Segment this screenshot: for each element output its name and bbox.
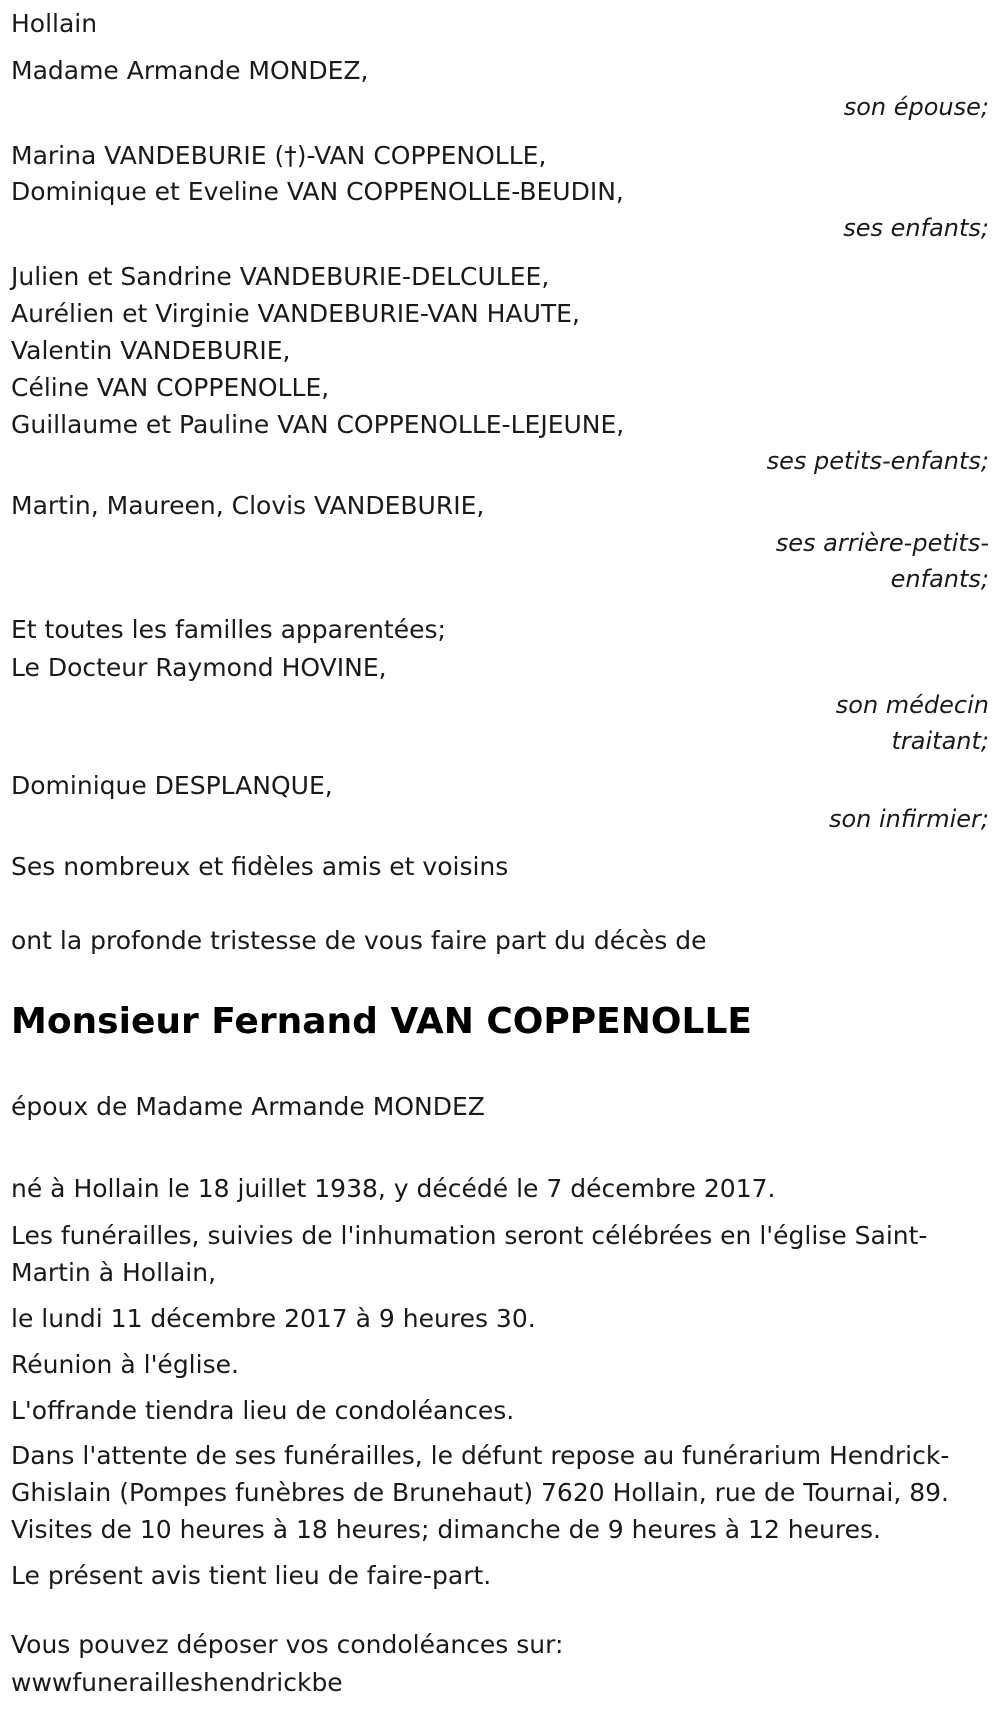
family-name: Martin, Maureen, Clovis VANDEBURIE, [11, 491, 485, 520]
family-name: Céline VAN COPPENOLLE, [11, 373, 330, 402]
family-role: son épouse; [843, 93, 989, 121]
detail-meeting: Réunion à l'église. [11, 1350, 239, 1379]
detail-offering: L'offrande tiendra lieu de condoléances. [11, 1396, 515, 1425]
family-role: ses petits-enfants; [766, 447, 989, 475]
family-name: Valentin VANDEBURIE, [11, 336, 291, 365]
location: Hollain [11, 9, 98, 38]
family-name: Guillaume et Pauline VAN COPPENOLLE-LEJEUNE, [11, 410, 625, 439]
family-name: Julien et Sandrine VANDEBURIE-DELCULEE, [11, 262, 550, 291]
doctor-group [11, 611, 989, 759]
nurse-role: son infirmier; [828, 805, 989, 833]
family-name: Dominique et Eveline VAN COPPENOLLE-BEUDIN, [11, 177, 624, 206]
spouse-line: époux de Madame Armande MONDEZ [11, 1092, 485, 1121]
condolences-intro: Vous pouvez déposer vos condoléances sur: [11, 1630, 564, 1659]
friends-line: Ses nombreux et fidèles amis et voisins [11, 852, 509, 881]
detail-funeral: Les funérailles, suivies de l'inhumation seront célébrées en l'église Saint-Martin à Hollain, [11, 1221, 928, 1287]
announcement: ont la profonde tristesse de vous faire part du décès de [11, 926, 707, 955]
family-name: Madame Armande MONDEZ, [11, 56, 369, 85]
family-group-grandchildren [11, 258, 989, 479]
doctor-name: Le Docteur Raymond HOVINE, [11, 653, 387, 682]
condolences-site[interactable]: wwwfunerailleshendrickbe [11, 1668, 343, 1697]
nurse-name: Dominique DESPLANQUE, [11, 771, 333, 800]
family-group-great-grandchildren [11, 487, 989, 597]
family-name: Marina VANDEBURIE (†)-VAN COPPENOLLE, [11, 141, 547, 170]
deceased-name: Monsieur Fernand VAN COPPENOLLE [11, 1001, 752, 1042]
detail-funerarium: Dans l'attente de ses funérailles, le défunt repose au funérarium Hendrick-Ghislain (Pompes funèbres de Brunehaut) 7620 Hollain, rue de Tournai, 89. Visites de 10 heures à 18 heures; dimanche de 9 heures à 12 heures. [11, 1441, 950, 1544]
detail-birth-death: né à Hollain le 18 juillet 1938, y décédé le 7 décembre 2017. [11, 1174, 776, 1203]
detail-date: le lundi 11 décembre 2017 à 9 heures 30. [11, 1304, 536, 1333]
family-group-spouse [11, 52, 989, 124]
family-name: Aurélien et Virginie VANDEBURIE-VAN HAUTE, [11, 299, 580, 328]
family-role: ses arrière-petits-enfants; [775, 529, 989, 593]
family-group-children [11, 138, 989, 246]
doctor-role: son médecin traitant; [835, 691, 989, 755]
nurse-group [11, 767, 989, 833]
relatives-line: Et toutes les familles apparentées; [11, 615, 446, 644]
family-role: ses enfants; [843, 214, 989, 242]
detail-notice: Le présent avis tient lieu de faire-part. [11, 1561, 492, 1590]
obituary-notice [11, 0, 989, 1702]
